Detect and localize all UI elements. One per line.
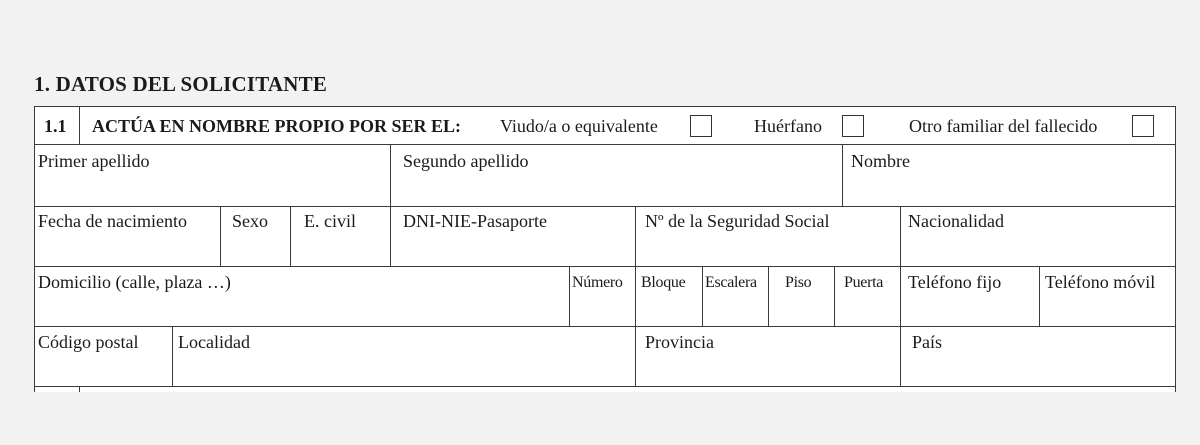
- option-orphan-label: Huérfano: [754, 116, 822, 136]
- fecha-nacimiento-field[interactable]: Fecha de nacimiento: [38, 211, 187, 231]
- documento-field[interactable]: DNI-NIE-Pasaporte: [403, 211, 547, 231]
- option-widow-label: Viudo/a o equivalente: [500, 116, 658, 136]
- bloque-field[interactable]: Bloque: [641, 274, 686, 291]
- nombre-field[interactable]: Nombre: [851, 151, 910, 171]
- numero-field[interactable]: Número: [572, 274, 623, 291]
- telefono-movil-field[interactable]: Teléfono móvil: [1045, 272, 1156, 292]
- provincia-field[interactable]: Provincia: [645, 332, 714, 352]
- acting-heading: ACTÚA EN NOMBRE PROPIO POR SER EL:: [92, 116, 462, 136]
- page-bottom-margin: [0, 392, 1200, 445]
- section-title: 1. DATOS DEL SOLICITANTE: [34, 72, 328, 96]
- seguridad-social-field[interactable]: Nº de la Seguridad Social: [645, 211, 830, 231]
- domicilio-field[interactable]: Domicilio (calle, plaza …): [38, 272, 231, 292]
- applicant-form: [34, 106, 1176, 406]
- option-other-relative-label: Otro familiar del fallecido: [909, 116, 1098, 136]
- piso-field[interactable]: Piso: [785, 274, 812, 291]
- option-other-relative-checkbox[interactable]: [1132, 115, 1154, 137]
- codigo-postal-field[interactable]: Código postal: [38, 332, 139, 352]
- telefono-fijo-field[interactable]: Teléfono fijo: [908, 272, 1002, 292]
- escalera-field[interactable]: Escalera: [705, 274, 757, 291]
- sexo-field[interactable]: Sexo: [232, 211, 268, 231]
- segundo-apellido-field[interactable]: Segundo apellido: [403, 151, 529, 171]
- option-widow-checkbox[interactable]: [690, 115, 712, 137]
- primer-apellido-field[interactable]: Primer apellido: [38, 151, 150, 171]
- option-orphan-checkbox[interactable]: [842, 115, 864, 137]
- nacionalidad-field[interactable]: Nacionalidad: [908, 211, 1004, 231]
- puerta-field[interactable]: Puerta: [844, 274, 884, 291]
- pais-field[interactable]: País: [912, 332, 943, 352]
- estado-civil-field[interactable]: E. civil: [304, 211, 356, 231]
- localidad-field[interactable]: Localidad: [178, 332, 250, 352]
- section-number: 1.1: [44, 116, 67, 136]
